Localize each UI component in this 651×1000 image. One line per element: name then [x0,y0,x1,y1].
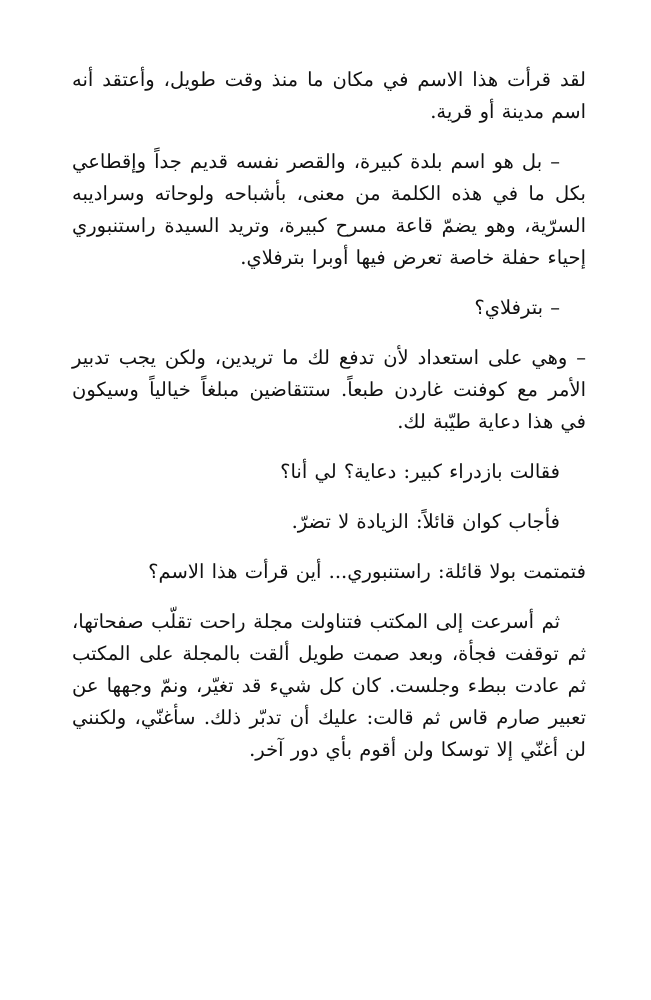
paragraph-4: – وهي على استعداد لأن تدفع لك ما تريدين، ولكن يجب تدبير الأمر مع كوفنت غاردن طبعاً. ستتقاضين مبلغاً خيالياً وسيكون في هذا دعاية طيّبة لك. [72,346,586,433]
book-page [72,64,586,784]
paragraph-8: ثم أسرعت إلى المكتب فتناولت مجلة راحت تقلّب صفحاتها، ثم توقفت فجأة، وبعد صمت طويل ألقت بالمجلة على المكتب ثم عادت ببطء وجلست. كان كل شيء قد تغيّر، ونمّ وجهها عن تعبير صارم قاس ثم قالت: عليك أن تدبّر ذلك. سأغنّي، ولكنني لن أغنّي إلا توسكا ولن أقوم بأي دور آخر. [72,610,586,761]
paragraph-7: فتمتمت بولا قائلة: راستنبوري... أين قرأت هذا الاسم؟ [148,560,586,583]
paragraph-1: لقد قرأت هذا الاسم في مكان ما منذ وقت طويل، وأعتقد أنه اسم مدينة أو قرية. [72,68,586,123]
paragraph-5: فقالت بازدراء كبير: دعاية؟ لي أنا؟ [280,460,560,483]
paragraph-6: فأجاب كوان قائلاً: الزيادة لا تضرّ. [291,510,560,533]
paragraph-2: – بل هو اسم بلدة كبيرة، والقصر نفسه قديم جداً وإقطاعي بكل ما في هذه الكلمة من معنى، بأشباحه ولوحاته وسراديبه السرّية، وهو يضمّ قاعة مسرح كبيرة، وتريد السيدة راستنبوري إحياء حفلة خاصة تعرض فيها أوبرا بترفلاي. [72,150,586,269]
paragraph-3: – بترفلاي؟ [474,296,560,319]
